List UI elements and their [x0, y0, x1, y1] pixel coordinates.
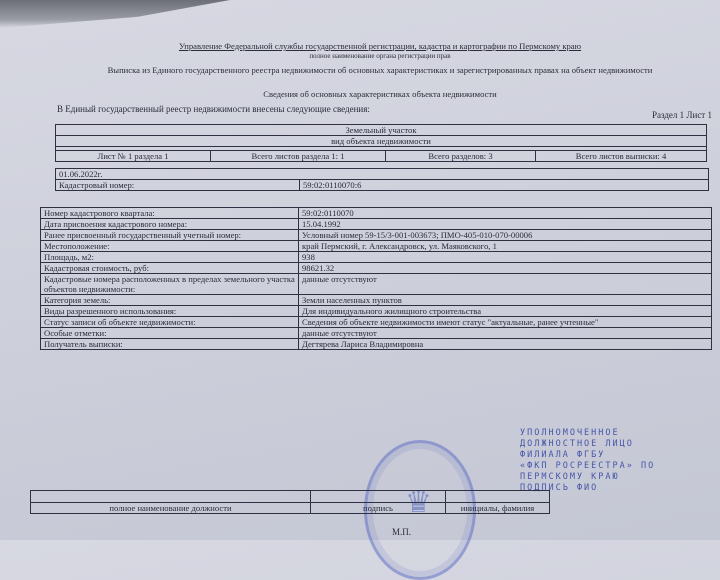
- row-value: Для индивидуального жилищного строительства: [299, 306, 712, 317]
- background-object: [0, 0, 230, 28]
- total-sheets: Всего листов выписки: 4: [536, 151, 707, 162]
- table-row: [41, 306, 712, 317]
- table-row: [41, 339, 712, 350]
- section-title: Сведения об основных характеристиках объекта недвижимости: [263, 89, 497, 99]
- position-caption: полное наименование должности: [31, 503, 311, 514]
- table-row: [41, 274, 712, 295]
- row-label: Кадастровая стоимость, руб:: [41, 263, 299, 274]
- authorized-stamp: УПОЛНОМОЧЕННОЕ ДОЛЖНОСТНОЕ ЛИЦО ФИЛИАЛА ФГБУ «ФКП РОСРЕЕСТРА» ПО ПЕРМСКОМУ КРАЮ ПОДПИСЬ ФИО: [520, 428, 656, 493]
- row-value: 98621.32: [299, 263, 712, 274]
- document-title: Выписка из Единого государственного реестра недвижимости об основных характеристиках и зарегистрированных правах на объект недвижимости: [107, 65, 653, 75]
- sheet-number: Лист № 1 раздела 1: [56, 151, 211, 162]
- row-label: Ранее присвоенный государственный учетный номер:: [41, 230, 299, 241]
- row-label: Статус записи об объекте недвижимости:: [41, 317, 299, 328]
- row-label: Номер кадастрового квартала:: [41, 208, 299, 219]
- table-row: [41, 328, 712, 339]
- row-label: Категория земель:: [41, 295, 299, 306]
- row-value: Условный номер 59-15/3-001-003673; ПМО-405-010-070-00006: [299, 230, 712, 241]
- name-caption: инициалы, фамилия: [446, 503, 550, 514]
- intro-text: В Единый государственный реестр недвижимости внесены следующие сведения:: [57, 104, 370, 114]
- table-row: [41, 208, 712, 219]
- table-row: [41, 295, 712, 306]
- section-sheet: Раздел 1 Лист 1: [651, 110, 712, 120]
- row-value: Дегтярева Лариса Владимировна: [299, 339, 712, 350]
- total-sheets-section: Всего листов раздела 1: 1: [211, 151, 386, 162]
- coat-of-arms-icon: ♛: [405, 486, 432, 519]
- row-value: 15.04.1992: [299, 219, 712, 230]
- row-label: Площадь, м2:: [41, 252, 299, 263]
- row-value: край Пермский, г. Александровск, ул. Маяковского, 1: [299, 241, 712, 252]
- row-label: Особые отметки:: [41, 328, 299, 339]
- row-label: Виды разрешенного использования:: [41, 306, 299, 317]
- row-label: Получатель выписки:: [41, 339, 299, 350]
- object-type-table: [55, 124, 707, 162]
- agency-caption: полное наименование органа регистрации прав: [309, 52, 451, 60]
- characteristics-table: [40, 207, 712, 350]
- table-row: [41, 252, 712, 263]
- signature-table: [30, 490, 550, 514]
- row-label: Кадастровые номера расположенных в пределах земельного участка объектов недвижимости:: [41, 274, 299, 295]
- signature-caption: подпись: [311, 503, 446, 514]
- cadastral-table: [55, 168, 709, 191]
- agency-name: Управление Федеральной службы государственной регистрации, кадастра и картографии по Пермскому краю: [178, 41, 582, 51]
- table-row: [41, 241, 712, 252]
- row-value: 59:02:0110070: [299, 208, 712, 219]
- total-sections: Всего разделов: 3: [386, 151, 536, 162]
- row-value: 938: [299, 252, 712, 263]
- table-row: [41, 230, 712, 241]
- table-row: [41, 317, 712, 328]
- row-value: Земли населенных пунктов: [299, 295, 712, 306]
- row-label: Дата присвоения кадастрового номера:: [41, 219, 299, 230]
- seal-place: М.П.: [392, 527, 412, 537]
- object-type: Земельный участок: [56, 125, 707, 136]
- cadastral-label: Кадастровый номер:: [56, 180, 300, 191]
- row-value: Сведения об объекте недвижимости имеют статус "актуальные, ранее учтенные": [299, 317, 712, 328]
- extract-date: 01.06.2022г.: [56, 169, 709, 180]
- object-type-caption: вид объекта недвижимости: [56, 136, 707, 147]
- row-label: Местоположение:: [41, 241, 299, 252]
- cadastral-value: 59:02:0110070:6: [300, 180, 709, 191]
- row-value: данные отсутствуют: [299, 274, 712, 295]
- table-row: [41, 219, 712, 230]
- row-value: данные отсутствуют: [299, 328, 712, 339]
- table-row: [41, 263, 712, 274]
